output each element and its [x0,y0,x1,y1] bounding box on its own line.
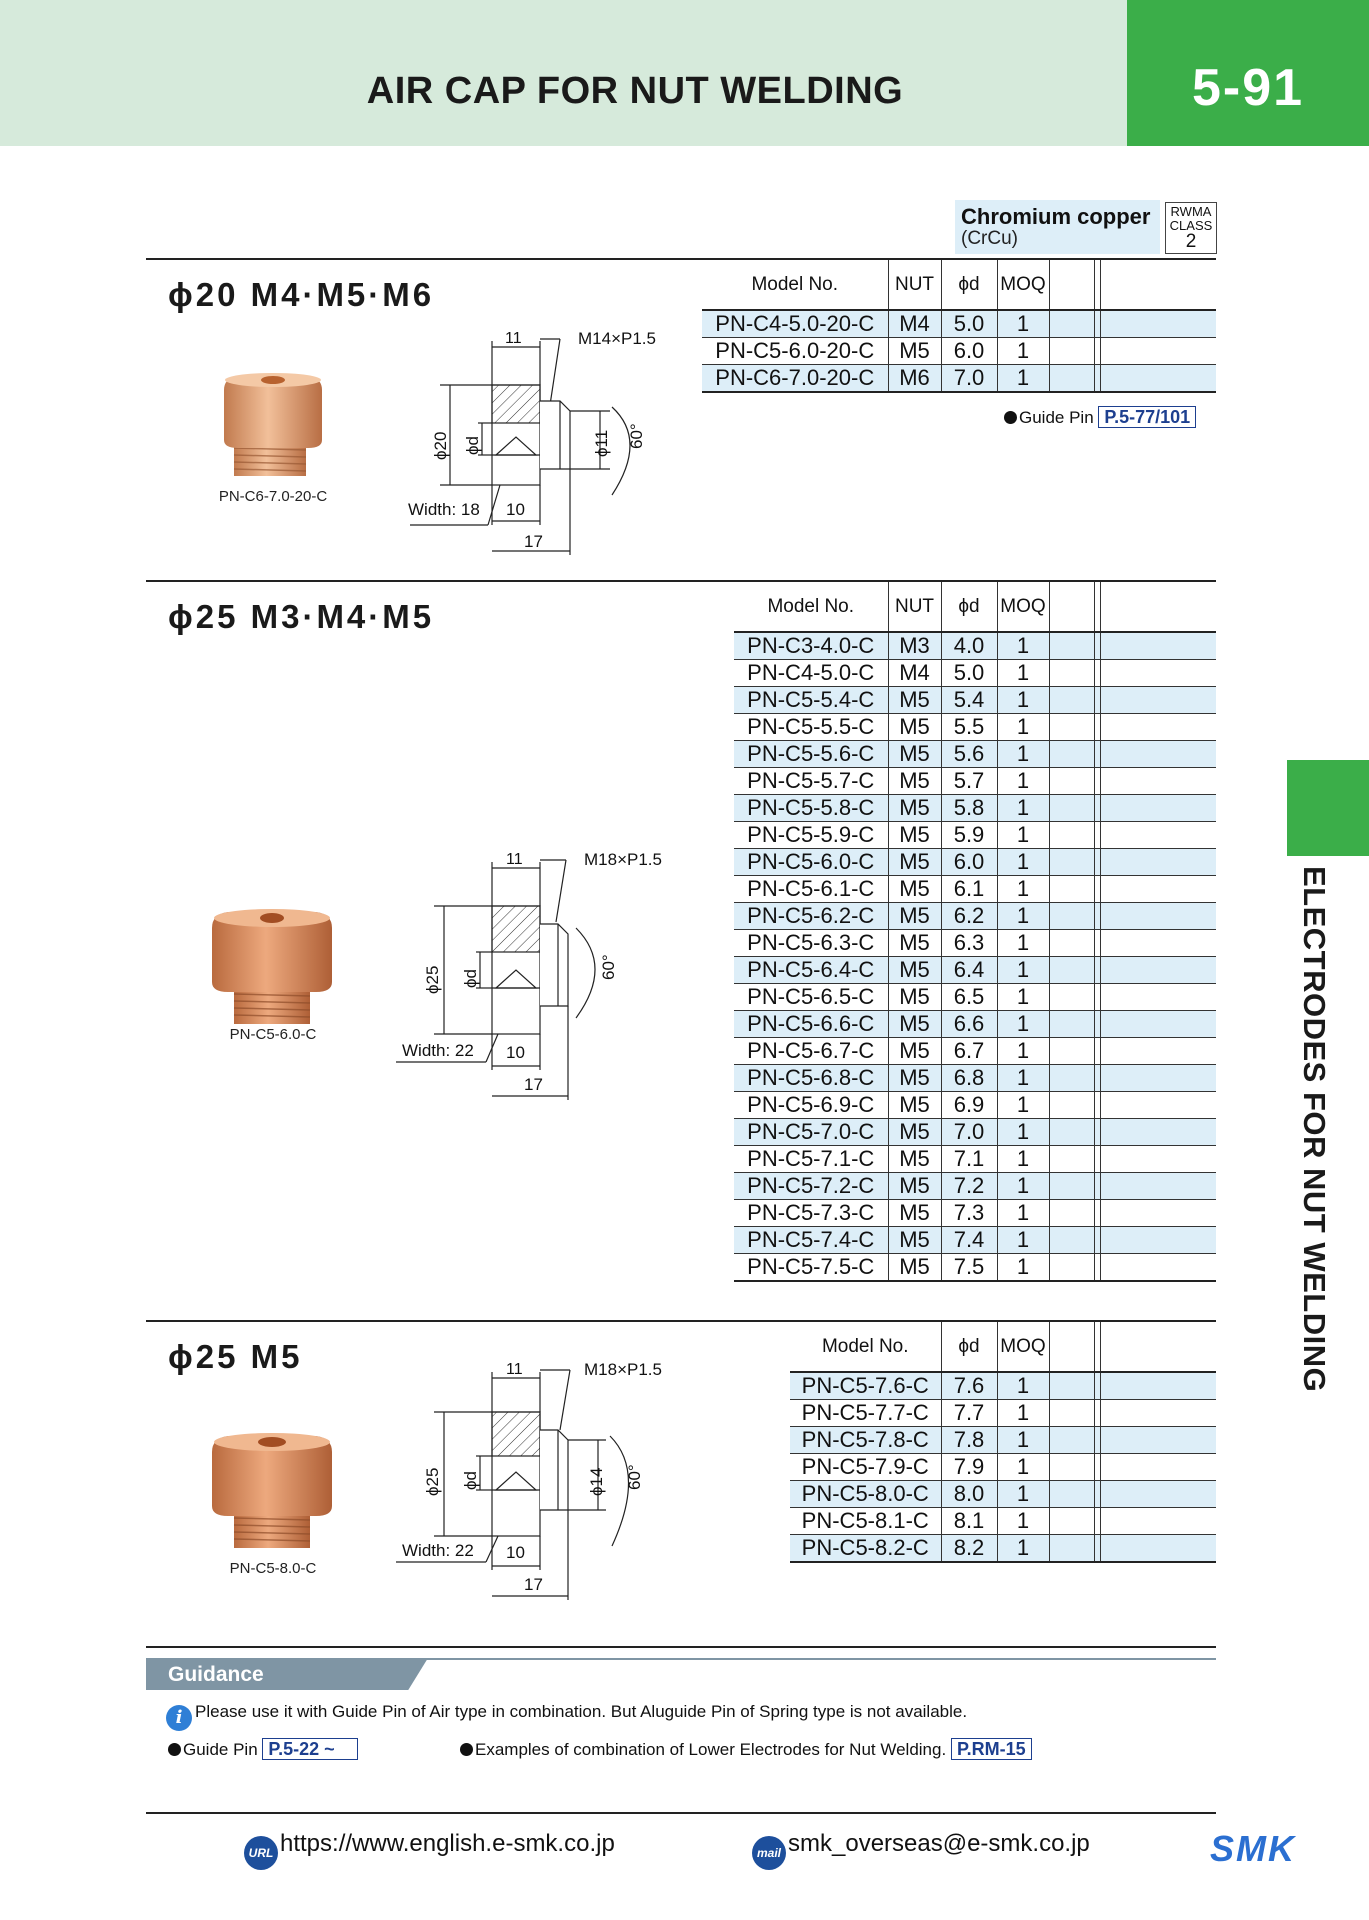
product-photo [208,906,336,1030]
table-body [734,632,1216,1281]
table-row [734,1146,1216,1173]
diameter-cell: 5.5 [941,714,997,741]
nut-cell: M4 [888,310,941,338]
nut-cell: M5 [888,1200,941,1227]
footer-url[interactable] [244,1830,615,1870]
nut-cell: M6 [888,365,941,393]
table-row [734,768,1216,795]
model-cell: PN-C5-7.6-C [790,1372,941,1400]
nut-cell: M5 [888,1011,941,1038]
table-row [734,795,1216,822]
nut-cell: M5 [888,930,941,957]
diameter-cell: 6.3 [941,930,997,957]
info-icon: i [166,1705,192,1731]
rwma-label: RWMA [1170,204,1212,219]
moq-cell: 1 [997,1427,1049,1454]
moq-cell: 1 [997,957,1049,984]
moq-cell: 1 [997,1011,1049,1038]
guidance-title: Guidance [168,1663,264,1686]
diameter-cell: 7.9 [941,1454,997,1481]
model-cell: PN-C5-6.3-C [734,930,888,957]
rwma-class-value: 2 [1185,231,1197,252]
side-tab-marker [1287,760,1369,856]
nut-cell: M5 [888,1119,941,1146]
examples-reference [460,1738,1032,1760]
moq-cell: 1 [997,1200,1049,1227]
moq-cell: 1 [997,822,1049,849]
footer-email[interactable] [752,1830,1090,1870]
table-row [734,930,1216,957]
moq-cell: 1 [997,849,1049,876]
nut-cell: M5 [888,849,941,876]
nut-cell: M5 [888,768,941,795]
model-cell: PN-C5-7.3-C [734,1200,888,1227]
diameter-cell: 7.0 [941,365,997,393]
model-cell: PN-C6-7.0-20-C [702,365,888,393]
diameter-cell: 7.5 [941,1254,997,1282]
diameter-cell: 5.8 [941,795,997,822]
diameter-cell: 5.0 [941,310,997,338]
nut-cell: M5 [888,1092,941,1119]
dim-width: Width: 22 [402,1041,474,1060]
dim-top: 11 [505,330,522,347]
guide-pin-page-link[interactable]: P.5-22 ~ [262,1738,358,1760]
spec-table [702,260,1216,393]
diameter-cell: 5.0 [941,660,997,687]
guide-pin-page-link[interactable]: P.5-77/101 [1098,406,1196,428]
column-header: MOQ [997,260,1049,310]
dim-outer-diameter: ϕ20 [431,431,450,460]
guidance-note-text: Please use it with Guide Pin of Air type in combination. But Aluguide Pin of Spring type is not available. [195,1702,968,1721]
table-row [734,957,1216,984]
spec-table [790,1322,1216,1563]
diameter-cell: 5.7 [941,768,997,795]
moq-cell: 1 [997,365,1049,393]
photo-caption: PN-C5-6.0-C [229,1026,317,1043]
dim-length-a: 10 [506,1043,525,1062]
guide-pin-reference [1004,406,1196,428]
table-row [734,822,1216,849]
table-row [734,984,1216,1011]
spec-table [734,582,1216,1282]
nut-cell: M5 [888,1254,941,1282]
moq-cell: 1 [997,1508,1049,1535]
diameter-cell: 6.6 [941,1011,997,1038]
diameter-cell: 5.9 [941,822,997,849]
table-row [734,1173,1216,1200]
dimension-drawing [394,846,690,1106]
diameter-cell: 4.0 [941,632,997,660]
diameter-cell: 6.2 [941,903,997,930]
model-cell: PN-C5-6.1-C [734,876,888,903]
moq-cell: 1 [997,984,1049,1011]
table-row [734,1200,1216,1227]
dim-length-b: 17 [524,532,543,551]
diameter-cell: 7.1 [941,1146,997,1173]
diameter-cell: 8.1 [941,1508,997,1535]
moq-cell: 1 [997,1535,1049,1563]
diameter-cell: 7.7 [941,1400,997,1427]
guide-pin-label: Guide Pin [1019,408,1094,427]
dim-length-a: 10 [506,500,525,519]
column-header: NUT [888,260,941,310]
dim-angle: 60° [627,423,646,449]
diameter-cell: 5.6 [941,741,997,768]
table-row [790,1508,1216,1535]
table-row [790,1427,1216,1454]
moq-cell: 1 [997,660,1049,687]
diameter-cell: 6.7 [941,1038,997,1065]
dim-angle: 60° [625,1464,644,1490]
column-header: Model No. [767,595,855,617]
rwma-class-label: CLASS [1169,218,1213,233]
nut-cell: M5 [888,1038,941,1065]
table-row [790,1372,1216,1400]
moq-cell: 1 [997,1119,1049,1146]
company-logo [1208,1828,1312,1868]
column-header: NUT [888,582,941,632]
table-row [734,687,1216,714]
column-header: MOQ [997,582,1049,632]
dim-top: 11 [506,851,523,868]
dim-length-a: 10 [506,1543,525,1562]
dim-outer-diameter: ϕ25 [423,965,442,994]
table-row [734,632,1216,660]
photo-caption: PN-C5-8.0-C [229,1560,317,1577]
moq-cell: 1 [997,876,1049,903]
guidance-note [166,1702,967,1731]
model-cell: PN-C5-6.0-C [734,849,888,876]
model-cell: PN-C5-7.2-C [734,1173,888,1200]
nut-cell: M5 [888,1227,941,1254]
model-cell: PN-C5-7.4-C [734,1227,888,1254]
side-tab [1290,866,1350,1393]
moq-cell: 1 [997,1038,1049,1065]
diameter-cell: 6.0 [941,849,997,876]
model-cell: PN-C5-5.6-C [734,741,888,768]
moq-cell: 1 [997,1481,1049,1508]
model-cell: PN-C5-7.7-C [790,1400,941,1427]
diameter-cell: 6.4 [941,957,997,984]
dim-bore: ϕd [461,969,480,988]
nut-cell: M5 [888,795,941,822]
diameter-cell: 8.0 [941,1481,997,1508]
table-row [734,660,1216,687]
product-photo [218,370,328,482]
model-cell: PN-C4-5.0-C [734,660,888,687]
dim-thread: M18×P1.5 [584,850,662,869]
diameter-cell: 7.0 [941,1119,997,1146]
model-cell: PN-C3-4.0-C [734,632,888,660]
dim-outer-diameter: ϕ25 [423,1467,442,1496]
model-cell: PN-C5-7.9-C [790,1454,941,1481]
dim-width: Width: 22 [402,1541,474,1560]
nut-cell: M5 [888,876,941,903]
diameter-cell: 7.8 [941,1427,997,1454]
moq-cell: 1 [997,338,1049,365]
model-cell: PN-C5-8.1-C [790,1508,941,1535]
moq-cell: 1 [997,768,1049,795]
nut-cell: M5 [888,957,941,984]
moq-cell: 1 [997,1400,1049,1427]
dimension-drawing [400,325,690,565]
material-badge [955,200,1160,254]
table-row [702,338,1216,365]
table-row [790,1400,1216,1427]
model-cell: PN-C5-7.1-C [734,1146,888,1173]
table-row [702,365,1216,393]
model-cell: PN-C5-6.5-C [734,984,888,1011]
column-header: ϕd [941,260,997,310]
diameter-cell: 7.6 [941,1372,997,1400]
dim-angle: 60° [599,954,618,980]
bullet-icon [1004,411,1017,424]
dim-inner-diameter: ϕ14 [587,1467,606,1496]
photo-caption: PN-C6-7.0-20-C [218,488,328,505]
guide-pin-reference [168,1738,358,1760]
diameter-cell: 6.9 [941,1092,997,1119]
table-row [734,1227,1216,1254]
moq-cell: 1 [997,632,1049,660]
dim-bore: ϕd [461,1471,480,1490]
table-row [734,714,1216,741]
bullet-icon [168,1743,181,1756]
nut-cell: M5 [888,1065,941,1092]
examples-page-link[interactable]: P.RM-15 [951,1738,1032,1760]
url-icon: URL [244,1836,278,1870]
model-cell: PN-C5-8.2-C [790,1535,941,1563]
bullet-icon [460,1743,473,1756]
dim-top: 11 [506,1361,523,1378]
moq-cell: 1 [997,310,1049,338]
nut-cell: M5 [888,714,941,741]
table-body [790,1372,1216,1562]
dim-inner-diameter: ϕ11 [592,429,611,457]
column-header: Model No. [821,1335,909,1357]
nut-cell: M5 [888,984,941,1011]
page-title: AIR CAP FOR NUT WELDING [366,70,904,112]
model-cell: PN-C5-5.9-C [734,822,888,849]
diameter-cell: 7.2 [941,1173,997,1200]
model-cell: PN-C5-7.5-C [734,1254,888,1282]
nut-cell: M3 [888,632,941,660]
model-cell: PN-C5-5.5-C [734,714,888,741]
table-row [734,741,1216,768]
footer-url-text[interactable]: https://www.english.e-smk.co.jp [280,1830,615,1857]
diameter-cell: 7.4 [941,1227,997,1254]
section-divider [146,1646,1216,1648]
footer-divider [146,1812,1216,1814]
column-header: ϕd [941,582,997,632]
moq-cell: 1 [997,795,1049,822]
model-cell: PN-C5-6.2-C [734,903,888,930]
table-row [790,1454,1216,1481]
page-number-box [1127,0,1369,146]
moq-cell: 1 [997,1065,1049,1092]
moq-cell: 1 [997,1372,1049,1400]
model-cell: PN-C5-6.4-C [734,957,888,984]
section-title: ϕ20 M4·M5·M6 [168,276,435,313]
dim-length-b: 17 [524,1575,543,1594]
table-row [734,1092,1216,1119]
nut-cell: M5 [888,687,941,714]
model-cell: PN-C5-8.0-C [790,1481,941,1508]
model-cell: PN-C5-5.4-C [734,687,888,714]
moq-cell: 1 [997,1254,1049,1282]
page-number: 5-91 [1191,59,1305,117]
logo-text: SMK [1210,1828,1296,1868]
table-row [790,1535,1216,1563]
model-cell: PN-C5-6.0-20-C [702,338,888,365]
guide-pin-label: Guide Pin [183,1740,258,1759]
table-row [734,849,1216,876]
nut-cell: M5 [888,338,941,365]
nut-cell: M5 [888,1173,941,1200]
model-cell: PN-C5-7.8-C [790,1427,941,1454]
table-row [734,903,1216,930]
dimension-drawing [394,1356,690,1610]
dim-thread: M14×P1.5 [578,329,656,348]
material-formula: (CrCu) [961,228,1018,249]
section-title: ϕ25 M3·M4·M5 [168,598,435,635]
table-row [790,1481,1216,1508]
model-cell: PN-C5-5.8-C [734,795,888,822]
moq-cell: 1 [997,1173,1049,1200]
table-row [702,310,1216,338]
footer-email-text[interactable]: smk_overseas@e-smk.co.jp [788,1830,1090,1857]
dim-width: Width: 18 [408,500,480,519]
moq-cell: 1 [997,1092,1049,1119]
moq-cell: 1 [997,714,1049,741]
side-tab-label: ELECTRODES FOR NUT WELDING [1297,866,1332,1393]
model-cell: PN-C5-6.7-C [734,1038,888,1065]
nut-cell: M5 [888,822,941,849]
column-header: MOQ [997,1322,1049,1372]
section-title: ϕ25 M5 [168,1338,303,1375]
nut-cell: M5 [888,741,941,768]
dim-length-b: 17 [524,1075,543,1094]
moq-cell: 1 [997,1227,1049,1254]
table-row [734,1254,1216,1282]
diameter-cell: 6.5 [941,984,997,1011]
moq-cell: 1 [997,930,1049,957]
product-photo [208,1430,336,1554]
moq-cell: 1 [997,1454,1049,1481]
table-row [734,876,1216,903]
column-header: Model No. [751,273,839,295]
model-cell: PN-C5-6.6-C [734,1011,888,1038]
diameter-cell: 8.2 [941,1535,997,1563]
model-cell: PN-C5-5.7-C [734,768,888,795]
nut-cell: M5 [888,1146,941,1173]
moq-cell: 1 [997,903,1049,930]
material-name: Chromium copper [961,204,1151,229]
model-cell: PN-C5-6.8-C [734,1065,888,1092]
rwma-class-box [1165,202,1217,254]
mail-icon: mail [752,1836,786,1870]
moq-cell: 1 [997,1146,1049,1173]
model-cell: PN-C5-7.0-C [734,1119,888,1146]
moq-cell: 1 [997,687,1049,714]
diameter-cell: 7.3 [941,1200,997,1227]
dim-bore: ϕd [463,436,482,455]
dim-thread: M18×P1.5 [584,1360,662,1379]
table-row [734,1065,1216,1092]
table-row [734,1038,1216,1065]
table-row [734,1119,1216,1146]
model-cell: PN-C4-5.0-20-C [702,310,888,338]
nut-cell: M5 [888,903,941,930]
examples-label: Examples of combination of Lower Electrodes for Nut Welding. [475,1740,947,1759]
diameter-cell: 6.0 [941,338,997,365]
table-row [734,1011,1216,1038]
model-cell: PN-C5-6.9-C [734,1092,888,1119]
nut-cell: M4 [888,660,941,687]
diameter-cell: 6.1 [941,876,997,903]
moq-cell: 1 [997,741,1049,768]
diameter-cell: 5.4 [941,687,997,714]
column-header: ϕd [941,1322,997,1372]
diameter-cell: 6.8 [941,1065,997,1092]
